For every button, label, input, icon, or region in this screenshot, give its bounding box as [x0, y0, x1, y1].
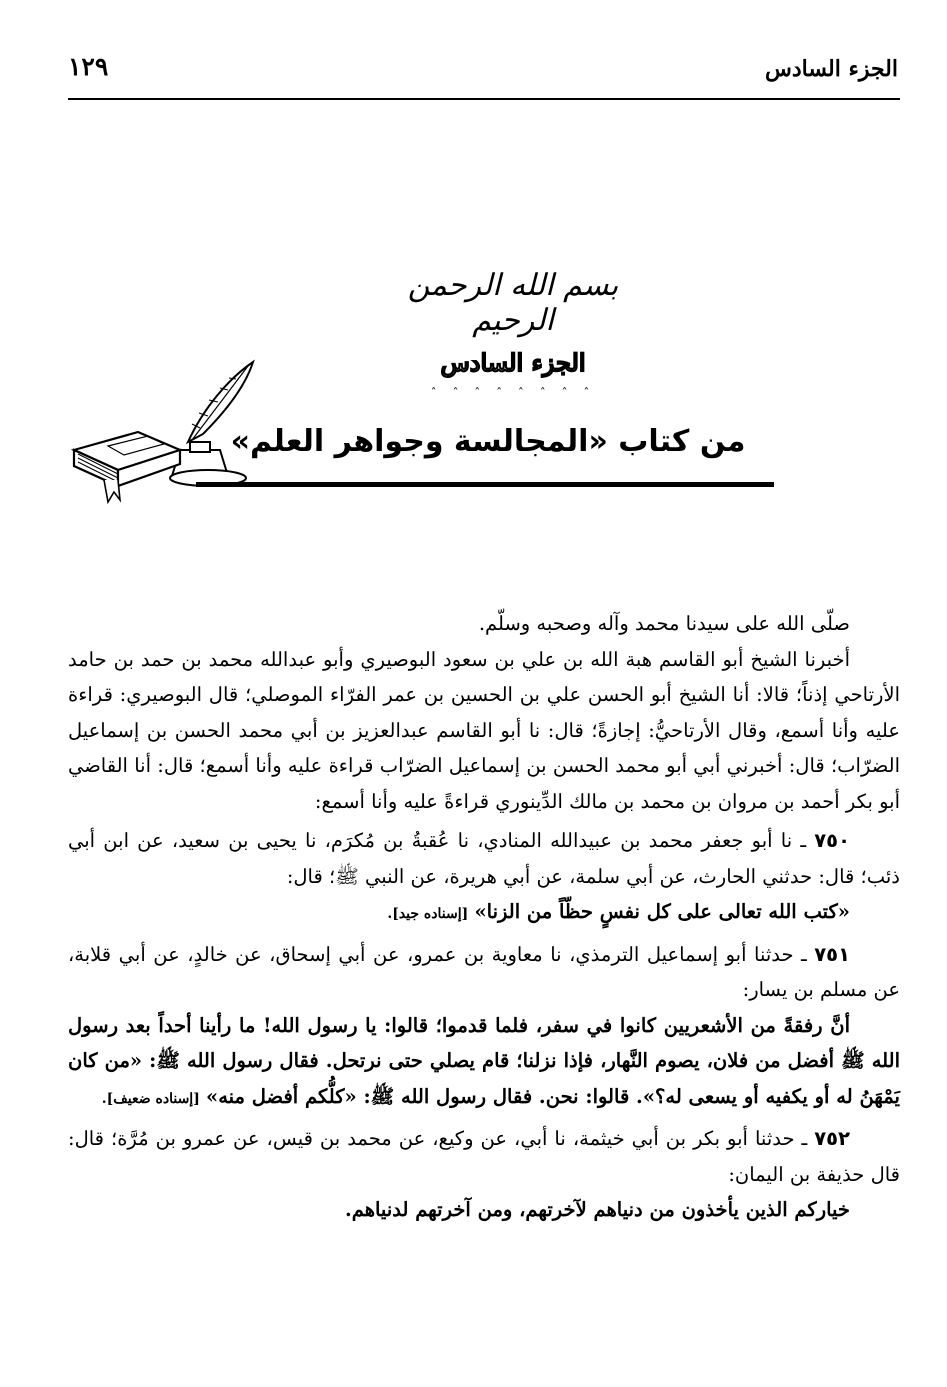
basmala: بسم الله الرحمن الرحيم — [407, 268, 619, 338]
running-head: الجزء السادس — [765, 56, 898, 82]
hadith-text: خياركم الذين يأخذون من دنياهم لآخرتهم، ومن آخرتهم لدنياهم. — [344, 1198, 850, 1221]
hadith-chain: ـ حدثنا أبو إسماعيل الترمذي، نا معاوية بن عمرو، عن أبي إسحاق، عن خالدٍ، عن أبي قلابة، عن مسلم بن يسار: — [68, 942, 900, 1001]
hadith-chain: ـ نا أبو جعفر محمد بن عبيدالله المنادي، نا عُقبةُ بن مُكرَم، نا يحيى بن سعيد، عن ابن أبي ذئب؛ قال: حدثني الحارث، عن أبي سلمة، عن أبي هريرة، عن النبي ﷺ؛ قال: — [68, 829, 900, 888]
hadith-number: ٧٥١ — [814, 942, 850, 966]
title-block — [68, 262, 808, 507]
isnad-paragraph: أخبرنا الشيخ أبو القاسم هبة الله بن علي بن سعود البوصيري وأبو عبدالله محمد بن حمد بن حامد الأرتاحي إذناً؛ قالا: أنا الشيخ أبو الحسن علي بن الحسين بن عمر الفرّاء الموصلي؛ قال البوصيري: قراءة عليه وأنا أسمع، وقال الأرتاحيُّ: إجازةً؛ قال: نا أبو القاسم عبدالعزيز بن أبي محمد الحسن بن إسماعيل الضرّاب؛ قال: أخبرني أبي أبو محمد الحسن بن إسماعيل الضرّاب قراءة عليه وأنا أسمع؛ قال: أنا القاضي أبو بكر أحمد بن مروان بن محمد بن مالك الدِّينوري قراءةً عليه وأنا أسمع: — [68, 647, 900, 813]
page-header — [68, 52, 900, 100]
title-rule — [196, 482, 774, 487]
main-text — [68, 606, 900, 1228]
hadith-number: ٧٥٢ — [814, 1127, 850, 1150]
hadith-750-chain — [68, 823, 900, 894]
salutation: صلّى الله على سيدنا محمد وآله وصحبه وسلّم. — [478, 612, 850, 635]
hadith-number: ٧٥٠ — [814, 829, 850, 852]
hadith-751-text — [68, 1008, 900, 1118]
hadith-chain: ـ حدثنا أبو بكر بن أبي خيثمة، نا أبي، عن وكيع، عن محمد بن قيس، عن عمرو بن مُرَّة؛ قال: قال حذيفة بن اليمان: — [68, 1127, 900, 1186]
hadith-751-chain — [68, 937, 900, 1008]
part-title: الجزء السادس — [440, 348, 586, 377]
book-title: من كتاب «المجالسة وجواهر العلم» — [230, 424, 746, 459]
part-ornament-dots: ˆ ˆ ˆ ˆ ˆ ˆ ˆ ˆ — [430, 386, 596, 400]
hadith-752-text — [68, 1192, 900, 1228]
hadith-text: «كتب الله تعالى على كل نفسٍ حظّاً من الزنا» — [474, 900, 850, 923]
hadith-text: أنَّ رفقةً من الأشعريين كانوا في سفر، فلما قدموا؛ قالوا: يا رسول الله! ما رأينا أحداً بعد رسول الله ﷺ أفضل من فلان، يصوم النَّهار، فإذا نزلنا؛ قام يصلي حتى نرتحل. فقال رسول الله ﷺ: «من كان يَمْهَنُ له أو يكفيه أو يسعى له؟». قالوا: نحن. فقال رسول الله ﷺ: «كلُّكم أفضل منه» — [68, 1013, 900, 1108]
hadith-750-text — [68, 894, 900, 933]
grading-note: [إسناده ضعيف]. — [101, 1090, 200, 1107]
page-number: ١٢٩ — [68, 52, 109, 81]
hadith-752-chain — [68, 1121, 900, 1192]
grading-note: [إسناده جيد]. — [387, 906, 469, 922]
